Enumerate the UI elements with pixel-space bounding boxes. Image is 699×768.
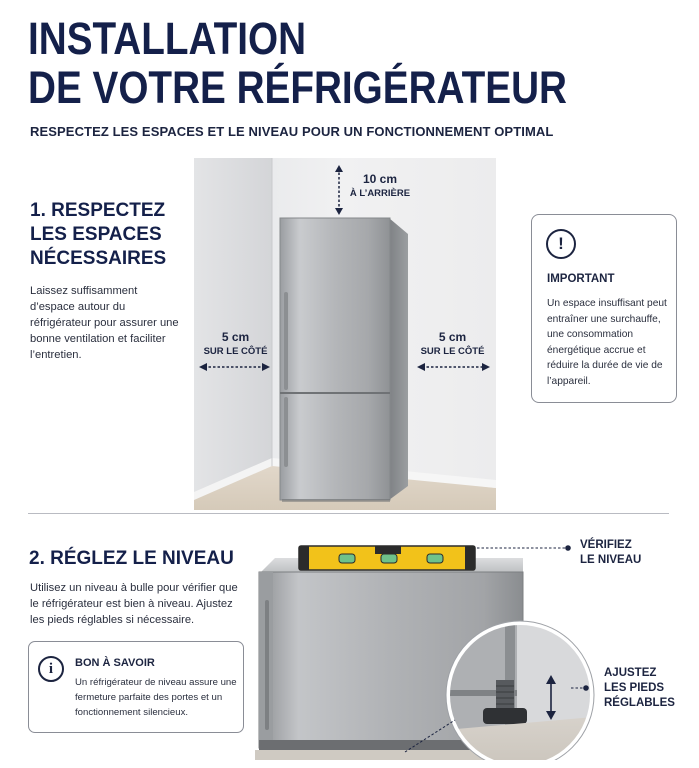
left-clearance-value: 5 cm [221, 330, 250, 344]
right-clearance-value: 5 cm [438, 330, 467, 344]
right-clearance-text: SUR LE CÔTÉ [420, 346, 485, 357]
adjust-feet-callout [604, 666, 675, 711]
fridge-upper-handle [284, 292, 288, 390]
important-title: IMPORTANT [547, 273, 615, 285]
rear-clearance-label [345, 172, 415, 200]
page-title [28, 14, 596, 112]
section-1-title-line-2: LES ESPACES [30, 224, 162, 245]
good-to-know-title: BON À SAVOIR [75, 657, 155, 669]
left-clearance-label [198, 330, 273, 358]
right-clearance-label [415, 330, 490, 358]
leveling-foot-thread [496, 680, 514, 710]
page-subtitle: RESPECTEZ LES ESPACES ET LE NIVEAU POUR UN FONCTIONNEMENT OPTIMAL [30, 124, 554, 139]
section-2-text: Utilisez un niveau à bulle pour vérifier que le réfrigérateur est bien à niveau. Ajustez les pieds réglables si nécessaire. [30, 582, 238, 626]
section-1-text: Laissez suffisamment d’espace autour du réfrigérateur pour assurer une bonne ventilation et faciliter l’entretien. [30, 285, 179, 361]
section-1-title-line-1: 1. RESPECTEZ [30, 200, 166, 221]
section-1-title [30, 199, 190, 271]
fridge-level-illustration [255, 540, 695, 760]
adjust-feet-callout-line-3: RÉGLABLES [604, 697, 675, 709]
exclamation-icon: ! [546, 229, 576, 259]
rear-clearance-text: À L’ARRIÈRE [349, 188, 411, 199]
adjust-feet-callout-line-1: AJUSTEZ [604, 667, 657, 679]
important-text: Un espace insuffisant peut entraîner une surchauffe, une consommation énergétique accrue et réduire la durée de vie de l’appareil. [547, 298, 667, 387]
section-divider [28, 513, 669, 514]
leveling-foot-pad [483, 708, 527, 724]
fridge-body [280, 218, 390, 500]
adjust-feet-callout-line-2: LES PIEDS [604, 682, 665, 694]
page-title-line-1: INSTALLATION [28, 13, 307, 64]
fridge-lower-handle [284, 397, 288, 467]
rear-clearance-value: 10 cm [362, 172, 398, 186]
left-clearance-text: SUR LE CÔTÉ [203, 346, 268, 357]
fridge-side [389, 218, 408, 500]
check-level-callout-line-1: VÉRIFIEZ [580, 539, 632, 551]
check-level-callout-line-2: LE NIVEAU [580, 554, 642, 566]
section-2-title: 2. RÉGLEZ LE NIVEAU [29, 548, 234, 569]
good-to-know-text: Un réfrigérateur de niveau assure une fermeture parfaite des portes et un fonctionnement silencieux. [75, 677, 237, 718]
info-icon: i [38, 656, 64, 682]
page-title-line-2: DE VOTRE RÉFRIGÉRATEUR [28, 62, 567, 113]
section-1-title-line-3: NÉCESSAIRES [30, 248, 167, 269]
check-level-callout [580, 538, 641, 568]
